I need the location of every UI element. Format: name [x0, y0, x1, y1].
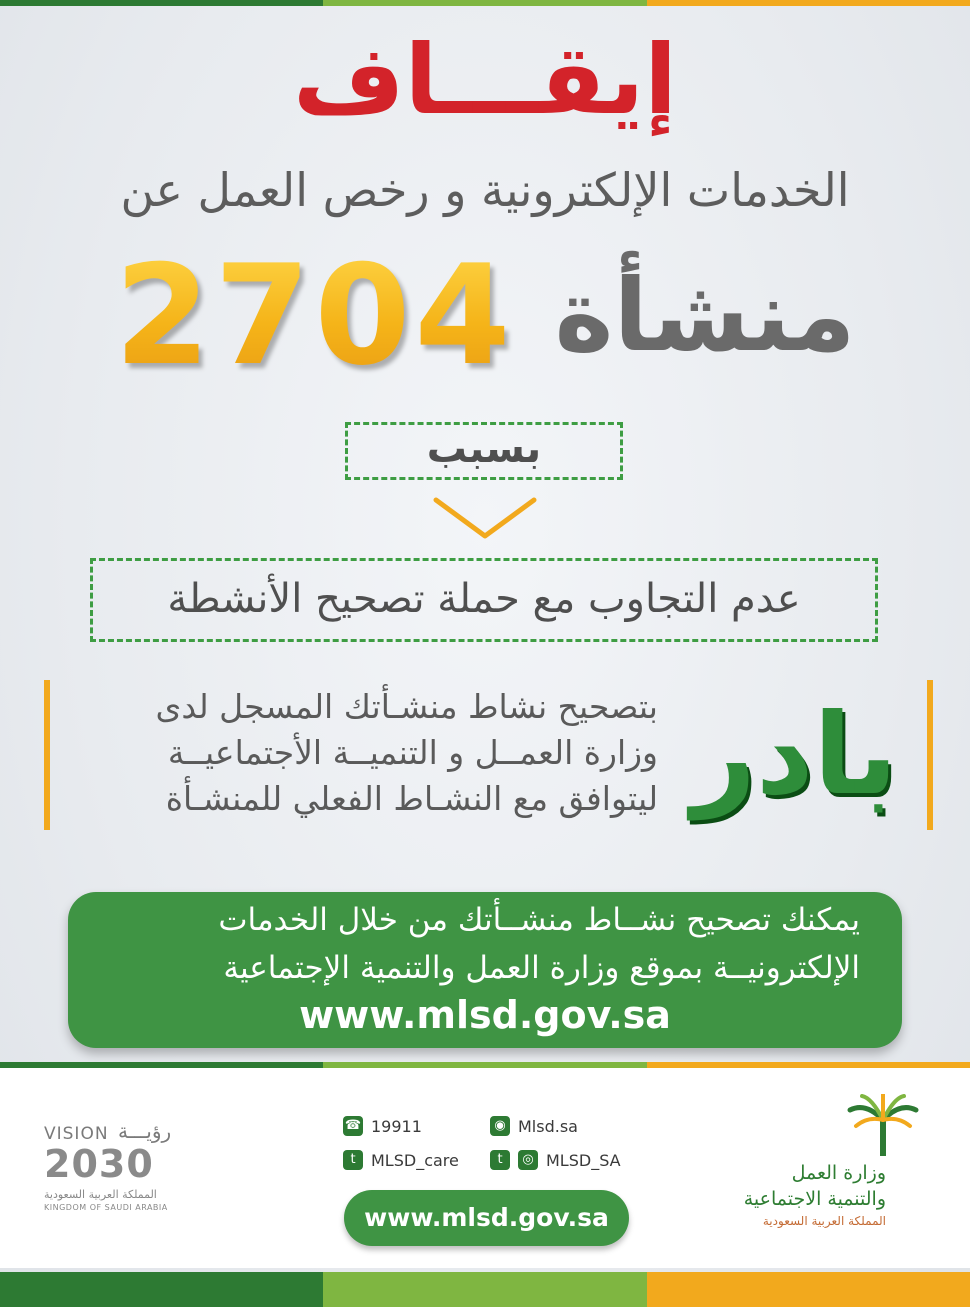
contact-twitter-care[interactable]	[343, 1148, 459, 1172]
count-row	[0, 234, 970, 396]
count-number: 2704	[114, 234, 515, 396]
cta-line-1: بتصحيح نشاط منشـأتك المسجل لدى	[155, 687, 658, 726]
vision-label-en: VISION	[44, 1124, 109, 1144]
stripe-orange	[647, 0, 970, 6]
phone-icon: ☎	[343, 1116, 363, 1136]
headline: إيقـــاف	[292, 24, 678, 136]
twitter-icon: t	[490, 1150, 510, 1170]
contact-snapchat[interactable]	[490, 1114, 578, 1138]
reason-box: عدم التجاوب مع حملة تصحيح الأنشطة	[90, 558, 878, 642]
snapchat-handle: Mlsd.sa	[518, 1116, 578, 1136]
contact-twitter-instagram[interactable]	[490, 1148, 621, 1172]
instagram-icon: ◎	[518, 1150, 538, 1170]
vision-label-ar: رؤيـــة	[118, 1119, 172, 1143]
cta-line-3: ليتوافق مع النشـاط الفعلي للمنشـأة	[165, 779, 658, 818]
online-line-1: يمكنك تصحيح نشــاط منشــأتك من خلال الخدمات	[218, 902, 860, 938]
twitter-care-handle: MLSD_care	[371, 1150, 459, 1170]
vision-kingdom-en: KINGDOM OF SAUDI ARABIA	[44, 1203, 168, 1212]
online-line-2: الإلكترونيــة بموقع وزارة العمل والتنمية الإجتماعية	[223, 950, 860, 986]
phone-number: 19911	[371, 1116, 422, 1136]
snapchat-icon: ◉	[490, 1116, 510, 1136]
top-color-stripe	[0, 0, 970, 6]
ministry-country: المملكة العربية السعودية	[762, 1214, 886, 1228]
cta-line-2: وزارة العمــل و التنميــة الأجتماعيــة	[167, 733, 658, 772]
palm-tree-logo-icon	[846, 1094, 920, 1158]
online-service-url[interactable]: www.mlsd.gov.sa	[299, 993, 671, 1037]
ministry-line-1: وزارة العمل	[791, 1162, 886, 1184]
twitter-icon: t	[343, 1150, 363, 1170]
footer-url-button[interactable]: www.mlsd.gov.sa	[344, 1190, 629, 1246]
call-to-action-text	[62, 684, 658, 822]
bottom-color-stripe	[0, 1272, 970, 1307]
twitter-instagram-handle: MLSD_SA	[546, 1150, 621, 1170]
vision-kingdom-ar: المملكة العربية السعودية	[44, 1188, 157, 1201]
right-accent-bar	[927, 680, 933, 830]
subheadline: الخدمات الإلكترونية و رخص العمل عن	[120, 163, 850, 217]
left-accent-bar	[44, 680, 50, 830]
stripe-light-green	[323, 0, 646, 6]
ministry-name	[700, 1160, 886, 1212]
online-service-text	[90, 896, 860, 992]
stripe-green	[0, 0, 323, 6]
vision-year: 2030	[44, 1142, 154, 1186]
chevron-down-icon	[432, 494, 538, 544]
count-label: منشأة	[554, 256, 856, 374]
ministry-line-2: والتنمية الاجتماعية	[743, 1188, 886, 1210]
because-box: بسبب	[345, 422, 623, 480]
contact-phone[interactable]	[343, 1114, 422, 1138]
call-to-action-word: بادر	[691, 690, 898, 820]
